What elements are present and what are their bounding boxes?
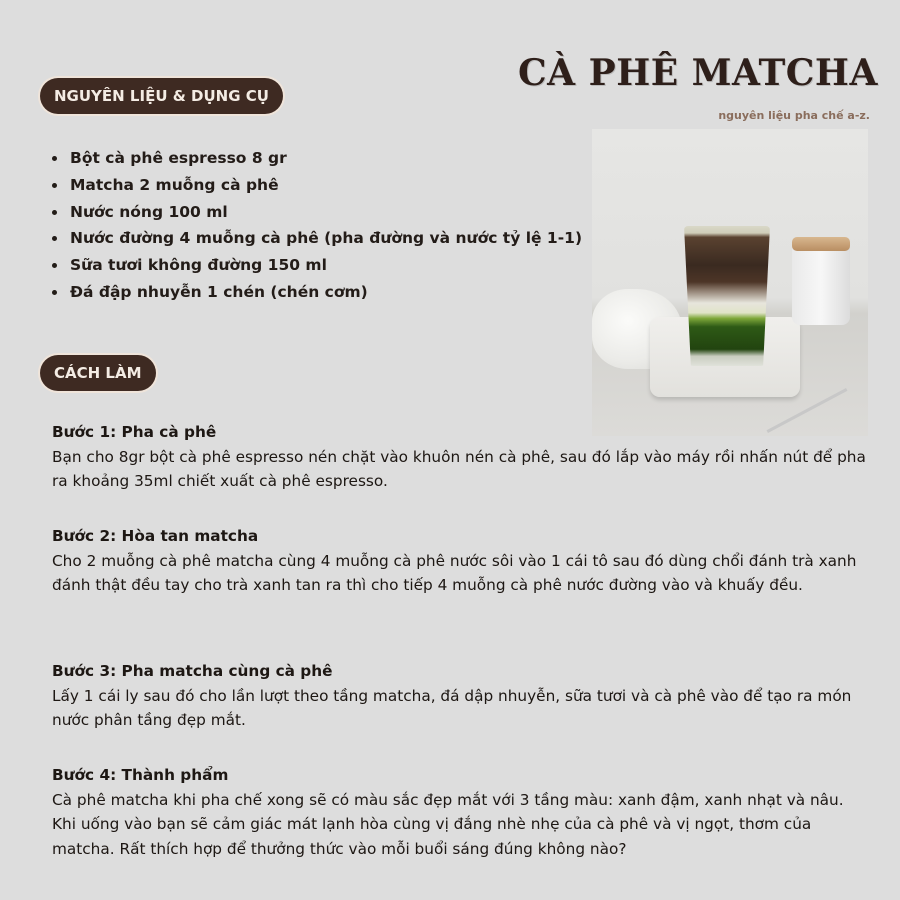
step-text: Bạn cho 8gr bột cà phê espresso nén chặt vào khuôn nén cà phê, sau đó lắp vào máy rồi nhấn nút để pha ra khoảng 35ml chiết xuất cà phê espresso. xyxy=(52,447,866,490)
ingredients-list xyxy=(50,145,582,306)
jar-lid-shape xyxy=(792,237,850,251)
layered-drink-glass-icon xyxy=(684,226,770,366)
list-item: • Nước đường 4 muỗng cà phê (pha đường và nước tỷ lệ 1-1) xyxy=(68,225,582,252)
step-1 xyxy=(52,420,872,494)
step-title: Bước 2: Hòa tan matcha xyxy=(52,527,259,545)
list-item: • Đá đập nhuyễn 1 chén (chén cơm) xyxy=(68,279,582,306)
step-text: Cho 2 muỗng cà phê matcha cùng 4 muỗng cà phê nước sôi vào 1 cái tô sau đó dùng chổi đánh trà xanh đánh thật đều tay cho trà xanh tan ra thì cho tiếp 4 muỗng cà phê nước đường vào và khuấy đều. xyxy=(52,551,857,594)
step-3 xyxy=(52,659,872,733)
list-item: • Sữa tươi không đường 150 ml xyxy=(68,252,582,279)
method-section-label: CÁCH LÀM xyxy=(40,355,156,391)
jar-shape xyxy=(792,241,850,325)
step-title: Bước 4: Thành phẩm xyxy=(52,766,229,784)
matcha-coffee-photo xyxy=(592,129,868,436)
page-subtitle: nguyên liệu pha chế a-z. xyxy=(718,109,870,122)
step-text: Cà phê matcha khi pha chế xong sẽ có màu sắc đẹp mắt với 3 tầng màu: xanh đậm, xanh nhạt và nâu. Khi uống vào bạn sẽ cảm giác mát lạnh hòa cùng vị đắng nhè nhẹ của cà phê và vị ngọt, thơm của matcha. Rất thích hợp để thưởng thức vào mỗi buổi sáng đúng không nào? xyxy=(52,790,844,858)
step-title: Bước 3: Pha matcha cùng cà phê xyxy=(52,662,333,680)
step-4 xyxy=(52,763,872,861)
ingredients-section-label: NGUYÊN LIỆU & DỤNG CỤ xyxy=(40,78,283,114)
page-title: CÀ PHÊ MATCHA xyxy=(518,52,878,94)
list-item: • Bột cà phê espresso 8 gr xyxy=(68,145,582,172)
list-item: • Matcha 2 muỗng cà phê xyxy=(68,172,582,199)
step-text: Lấy 1 cái ly sau đó cho lần lượt theo tầng matcha, đá dập nhuyễn, sữa tươi và cà phê vào để tạo ra món nước phân tầng đẹp mắt. xyxy=(52,686,852,729)
step-2 xyxy=(52,524,872,598)
step-title: Bước 1: Pha cà phê xyxy=(52,423,217,441)
list-item: • Nước nóng 100 ml xyxy=(68,199,582,226)
